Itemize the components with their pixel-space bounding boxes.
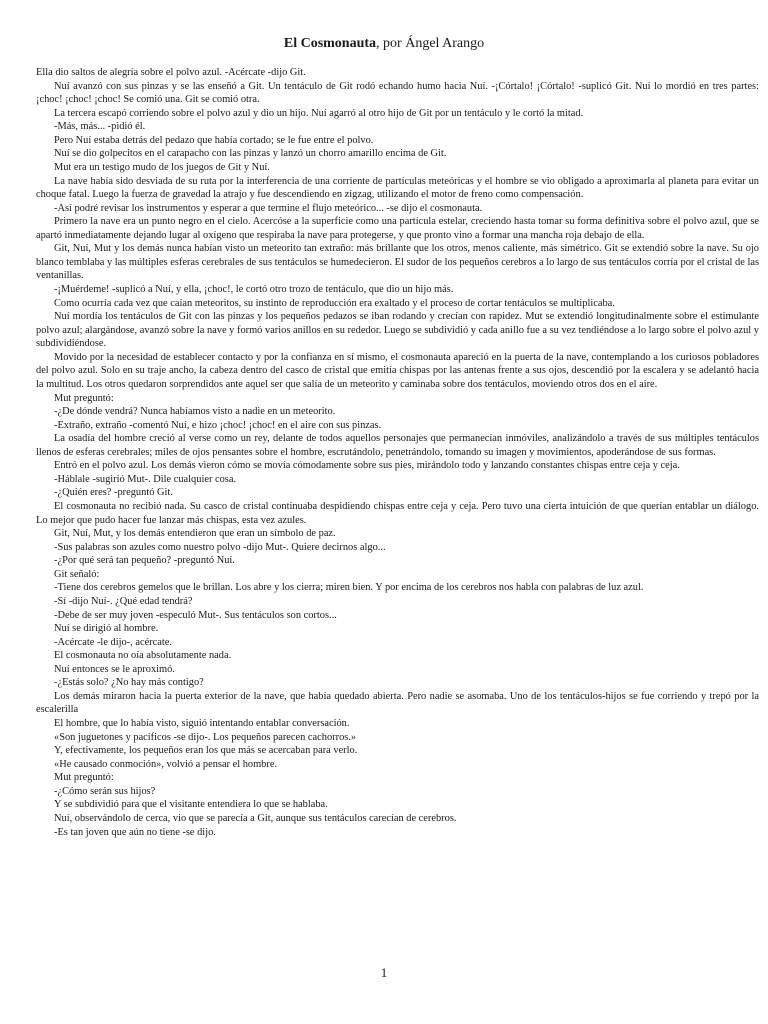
title-main: El Cosmonauta	[283, 36, 377, 51]
paragraph: La nave había sido desviada de su ruta por la interferencia de una corriente de partículas meteóricas y el hombre se vio obligado a aproximarla al planeta para evitar un choque fatal. Luego la fuerza de gravedad la atrajo y fue descendiendo en zigzag, utilizando el motor de freno como compensación.	[36, 175, 759, 201]
paragraph: Nuí entonces se le aproximó.	[54, 663, 175, 675]
paragraph: Pero Nuí estaba detrás del pedazo que había cortado; se le fue entre el polvo.	[54, 134, 374, 146]
paragraph: -¿Cómo serán sus hijos?	[54, 785, 156, 797]
paragraph: Git, Nuí, Mut y los demás nunca habían visto un meteorito tan extraño: más brillante que los otros, menos caliente, más simétrico. Git se extendió sobre la nave. Su ojo blanco temblaba y las múltiples esferas cerebrales de sus tentáculos se humedecieron. El sudor de los pequeños cerebros a lo largo de sus tentáculos corría por el cristal de las ventanillas.	[36, 243, 759, 282]
paragraph: Nuí se dio golpecitos en el carapacho con las pinzas y lanzó un chorro amarillo encima de Git.	[54, 148, 447, 160]
paragraph: Mut preguntó:	[54, 772, 114, 784]
paragraph: -Más, más... -pidió él.	[54, 121, 146, 133]
paragraph: -¿Por qué será tan pequeño? -preguntó Nuí.	[54, 555, 235, 567]
paragraph: -¿De dónde vendrá? Nunca habíamos visto a nadie en un meteorito.	[54, 406, 336, 418]
paragraph: La osadía del hombre creció al verse como un rey, delante de todos aquellos personajes que permanecían inmóviles, analizándolo a través de sus múltiples tentáculos llenos de esferas cerebrales; miles de ojos pensantes sobre el hombre, escrutándolo, penetrándolo, tomando su imagen y movimientos, apoderándose de sus formas.	[36, 433, 759, 458]
paragraph: Nuí avanzó con sus pinzas y se las enseñó a Git. Un tentáculo de Git rodó echando humo hacia Nuí. -¡Córtalo! ¡Córtalo! -suplicó Git. Nuí lo mordió en tres partes: ¡choc! ¡choc! ¡choc! Se comió una. Git se comió otra.	[36, 80, 759, 106]
paragraph: Nuí se dirigió al hombre.	[54, 623, 159, 635]
paragraph: -Acércate -le dijo-, acércate.	[54, 636, 172, 648]
paragraph: -Es tan joven que aún no tiene -se dijo.	[54, 826, 216, 838]
paragraph: «Son juguetones y pacíficos -se dijo-. Los pequeños parecen cachorros.»	[54, 731, 357, 743]
paragraph: El cosmonauta no recibió nada. Su casco de cristal continuaba despidiendo chispas entre ceja y ceja. Pero tuvo una cierta intuición de que querían entablar un diálogo. Lo mejor que pudo hacer fue lanzar más chispas, esta vez azules.	[36, 501, 759, 526]
title-author: , por Ángel Arango	[376, 36, 485, 51]
paragraph: El hombre, que lo había visto, siguió intentando entablar conversación.	[54, 718, 350, 729]
page-title	[0, 36, 768, 52]
paragraph: -Háblale -sugirió Mut-. Dile cualquier cosa.	[54, 473, 237, 485]
paragraph: -Sí -dijo Nuí-. ¿Qué edad tendrá?	[54, 595, 193, 607]
paragraph: Movido por la necesidad de establecer contacto y por la confianza en sí mismo, el cosmonauta apareció en la puerta de la nave, contemplando a los curiosos pobladores del polvo azul. Solo en su traje ancho, la cabeza dentro del casco de cristal que emitía chispas por las antenas frente a sus ojos, descendió por la escalera y se adelantó hacia la multitud. Los otros quedaron sorprendidos ante aquel ser que salía de un meteorito y caminaba sobre dos tentáculos, moviendo otros dos en el aire.	[36, 351, 759, 390]
paragraph: Como ocurría cada vez que caían meteoritos, su instinto de reproducción era exaltado y el proceso de cortar tentáculos se multiplicaba.	[54, 297, 615, 309]
paragraph: Git señaló:	[54, 568, 100, 580]
paragraph: Los demás miraron hacia la puerta exterior de la nave, que había quedado abierta. Pero nadie se asomaba. Uno de los tentáculos-hijos se fue corriendo y trepó por la escalerilla	[36, 690, 759, 716]
paragraph: La tercera escapó corriendo sobre el polvo azul y dio un hijo. Nuí agarró al otro hijo de Git por un tentáculo y le cortó la mitad.	[54, 107, 584, 119]
paragraph: Primero la nave era un punto negro en el cielo. Acercóse a la superficie como una partícula estelar, creciendo hasta tomar su forma definitiva sobre el polvo azul, que se apartó inmediatamente dejando lugar al oxígeno que respiraba la nave para protegerse, y que pronto vino a formar una mancha roja debajo de ella.	[36, 216, 759, 241]
paragraph: Nuí mordía los tentáculos de Git con las pinzas y los pequeños pedazos se iban rodando y crecían con rapidez. Mut se extendió longitudinalmente sobre el estimulante polvo azul; alargándose, avanzó sobre la nave y formó varios anillos en su rededor. Luego se subdividió y cada anillo fue a su vez tendiéndose a lo largo sobre el polvo azul y subdividiéndose.	[36, 311, 759, 350]
paragraph: -¡Muérdeme! -suplicó a Nuí, y ella, ¡choc!, le cortó otro trozo de tentáculo, que dio un hijo más.	[54, 284, 454, 295]
paragraph: Y, efectivamente, los pequeños eran los que más se acercaban para verlo.	[54, 745, 358, 757]
paragraph: Mut era un testigo mudo de los juegos de Git y Nuí.	[54, 161, 270, 173]
paragraph: -Así podré revisar los instrumentos y esperar a que termine el flujo meteórico... -se dijo el cosmonauta.	[54, 202, 483, 214]
paragraph: Ella dio saltos de alegría sobre el polvo azul. -Acércate -dijo Git.	[36, 67, 306, 78]
paragraph: -¿Estás solo? ¿No hay más contigo?	[54, 677, 204, 689]
paragraph: -Tiene dos cerebros gemelos que le brillan. Los abre y los cierra; miren bien. Y por encima de los cerebros nos habla con palabras de luz azul.	[54, 582, 644, 594]
paragraph: -¿Quién eres? -preguntó Git.	[54, 487, 173, 499]
paragraph: -Extraño, extraño -comentó Nuí, e hizo ¡choc! ¡choc! en el aire con sus pinzas.	[54, 419, 382, 431]
paragraph: «He causado conmoción», volvió a pensar el hombre.	[54, 758, 278, 770]
paragraph: Git, Nuí, Mut, y los demás entendieron que eran un símbolo de paz.	[54, 528, 336, 540]
paragraph: Mut preguntó:	[54, 392, 114, 404]
paragraph: Y se subdividió para que el visitante entendiera lo que se hablaba.	[54, 799, 328, 811]
paragraph: -Debe de ser muy joven -especuló Mut-. Sus tentáculos son cortos...	[54, 609, 337, 621]
paragraph: Entró en el polvo azul. Los demás vieron cómo se movía cómodamente sobre sus pies, mirándolo todo y lanzando constantes chispas entre ceja y ceja.	[54, 460, 680, 472]
paragraph: El cosmonauta no oía absolutamente nada.	[54, 650, 232, 662]
paragraph: -Sus palabras son azules como nuestro polvo -dijo Mut-. Quiere decirnos algo...	[54, 541, 386, 553]
paragraph: Nuí, observándolo de cerca, vio que se parecía a Git, aunque sus tentáculos carecían de cerebros.	[54, 812, 457, 824]
body-text	[36, 66, 759, 839]
page-number: 1	[380, 965, 388, 980]
